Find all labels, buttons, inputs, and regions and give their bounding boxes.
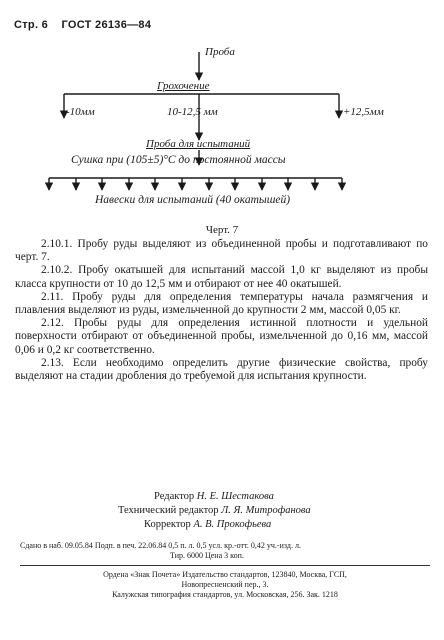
tech-editor-label: Технический редактор bbox=[118, 505, 219, 516]
proofreader-label: Корректор bbox=[144, 519, 191, 530]
credit-proofreader bbox=[118, 518, 311, 532]
paragraph-2-12: 2.12. Пробы руды для определения истинной плотности и удельной поверхности отбирают от объединенной пробы, измельченной до 0,16 мм, массой 0,06 и 0,2 кг соответственно. bbox=[15, 317, 428, 356]
proofreader-name: А. В. Прокофьева bbox=[193, 519, 272, 530]
imprint-line-3: Ордена «Знак Почета» Издательство стандартов, 123840, Москва, ГСП, bbox=[103, 570, 347, 579]
tech-editor-name: Л. Я. Митрофанова bbox=[221, 505, 311, 516]
standard-number: ГОСТ 26136—84 bbox=[61, 19, 152, 31]
label-sample: Проба bbox=[205, 46, 235, 58]
imprint-line-5: Калужская типография стандартов, ул. Московская, 256. Зак. 1218 bbox=[112, 590, 338, 599]
imprint-line-4: Новопресненский пер., 3. bbox=[181, 580, 269, 589]
label-test-sample: Проба для испытаний bbox=[146, 138, 251, 150]
label-fraction-large: +12,5мм bbox=[343, 106, 384, 118]
paragraph-2-13: 2.13. Если необходимо определить другие физические свойства, пробу выделяют на стадии дробления до требуемой для испытания крупности. bbox=[15, 356, 428, 383]
imprint-line-2: Тир. 6000 Цена 3 коп. bbox=[170, 551, 244, 560]
label-portions: Навески для испытаний (40 окатышей) bbox=[95, 194, 291, 206]
body-text bbox=[15, 238, 428, 383]
credit-tech-editor bbox=[118, 504, 311, 518]
imprint-line-1: Сдано в наб. 09.05.84 Подп. в печ. 22.06.84 0,5 п. л. 0,5 усл. кр.-отт. 0,42 уч.-изд. л. bbox=[20, 541, 301, 550]
paragraph-2-10-1: 2.10.1. Пробу руды выделяют из объединенной пробы и подготавливают по черт. 7. bbox=[15, 238, 428, 264]
figure-caption: Черт. 7 bbox=[205, 224, 239, 236]
paragraph-2-10-2: 2.10.2. Пробу окатышей для испытаний массой 1,0 кг выделяют из пробы класса крупности от 10 до 12,5 мм и отбирают от нее 40 окатышей. bbox=[15, 264, 428, 290]
label-fraction-small: -10мм bbox=[66, 106, 95, 118]
credits bbox=[118, 490, 311, 532]
label-screening: Грохочение bbox=[157, 80, 210, 92]
editor-label: Редактор bbox=[154, 491, 195, 502]
page-number: Стр. 6 bbox=[14, 19, 49, 31]
paragraph-2-11: 2.11. Пробу руды для определения температуры начала размягчения и плавления выделяют из руды, измельченной до крупности 2 мм, массой 0,05 кг. bbox=[15, 290, 428, 317]
label-drying: Сушка при (105±5)°С до постоянной массы bbox=[71, 154, 286, 166]
imprint bbox=[20, 541, 430, 600]
editor-name: Н. Е. Шестакова bbox=[196, 491, 274, 502]
imprint-rule bbox=[20, 565, 430, 566]
label-fraction-mid: 10-12,5 мм bbox=[167, 106, 218, 118]
sampling-diagram bbox=[0, 0, 444, 235]
credit-editor bbox=[118, 490, 311, 504]
